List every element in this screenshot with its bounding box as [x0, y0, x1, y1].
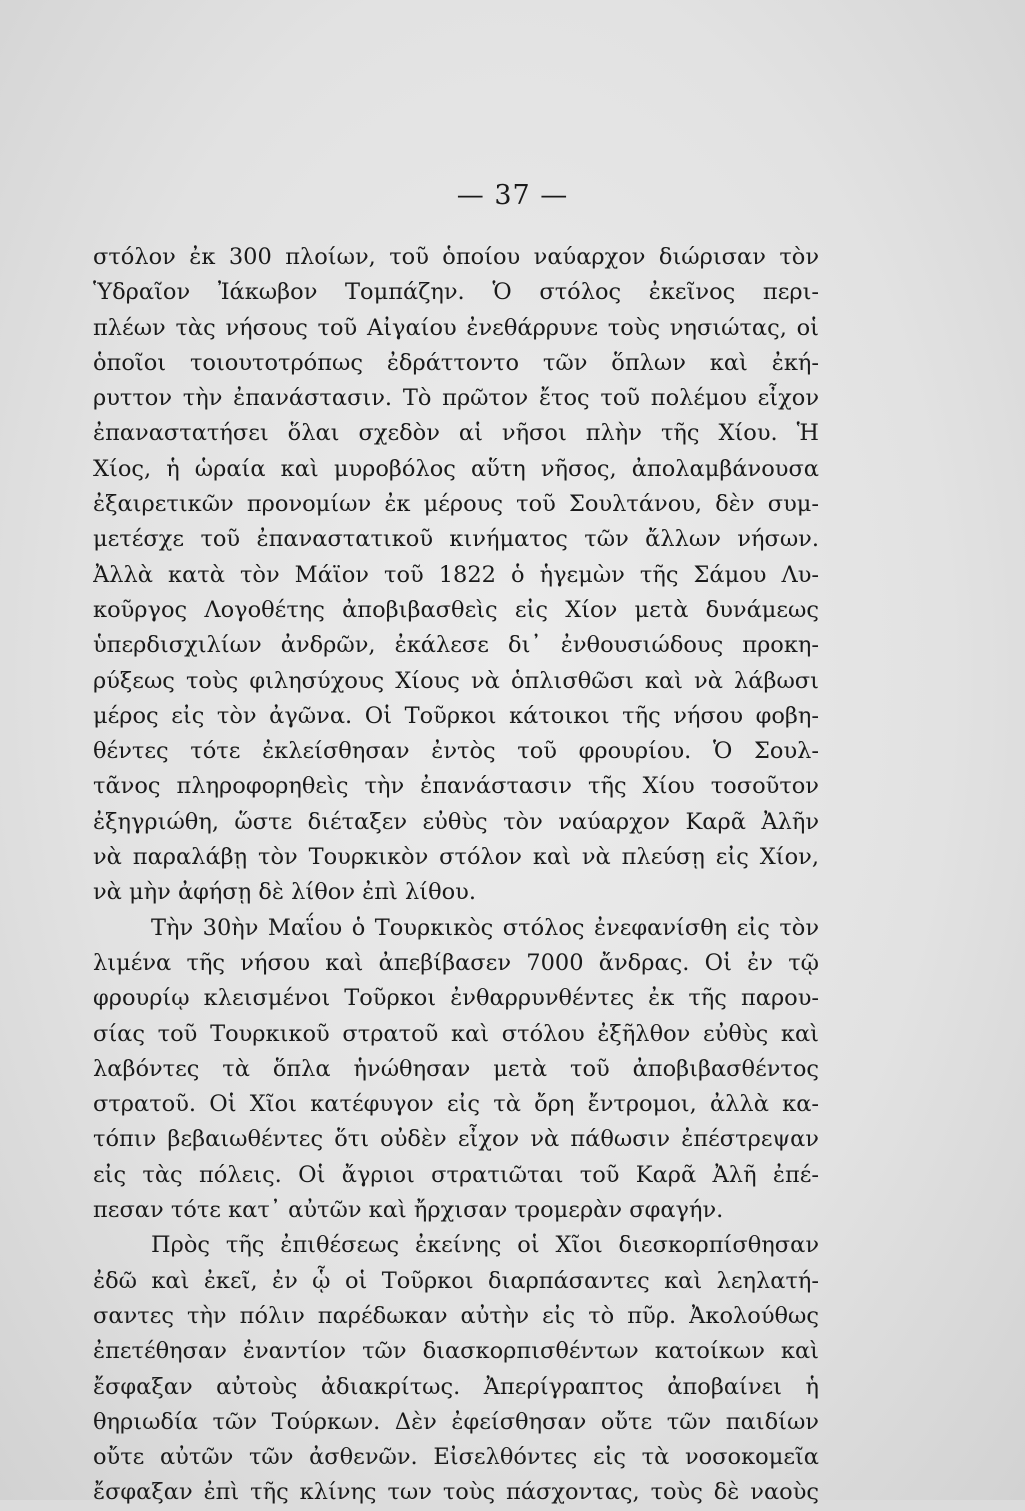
text-line: ἐδῶ καὶ ἐκεῖ, ἐν ᾧ οἱ Τοῦρκοι διαρπάσαντες καὶ λεηλατή-	[93, 1267, 819, 1294]
text-line: Τὴν 30ὴν Μαΐου ὁ Τουρκικὸς στόλος ἐνεφανίσθη εἰς τὸν	[151, 914, 819, 941]
text-line: εἰς τὰς πόλεις. Οἱ ἄγριοι στρατιῶται τοῦ Καρᾶ Ἀλῆ ἐπέ-	[93, 1161, 819, 1188]
text-line: σίας τοῦ Τουρκικοῦ στρατοῦ καὶ στόλου ἐξῆλθον εὐθὺς καὶ	[93, 1020, 819, 1047]
text-line: οὔτε αὐτῶν τῶν ἀσθενῶν. Εἰσελθόντες εἰς τὰ νοσοκομεῖα	[93, 1444, 819, 1471]
text-line: λιμένα τῆς νήσου καὶ ἀπεβίβασεν 7000 ἄνδρας. Οἱ ἐν τῷ	[93, 949, 819, 976]
text-line: Ὑδραῖον Ἰάκωβον Τομπάζην. Ὁ στόλος ἐκεῖνος περι-	[93, 279, 819, 306]
text-line: νὰ μὴν ἀφήσῃ δὲ λίθον ἐπὶ λίθου.	[93, 879, 476, 906]
text-line: σαντες τὴν πόλιν παρέδωκαν αὐτὴν εἰς τὸ πῦρ. Ἀκολούθως	[93, 1302, 819, 1329]
text-line: ἐξηγριώθη, ὥστε διέταξεν εὐθὺς τὸν ναύαρχον Καρᾶ Ἀλῆν	[93, 808, 819, 835]
text-line: ρύξεως τοὺς φιλησύχους Χίους νὰ ὁπλισθῶσι καὶ νὰ λάβωσι	[93, 667, 819, 694]
text-line: πεσαν τότε κατ᾽ αὐτῶν καὶ ἤρχισαν τρομερὰν σφαγήν.	[93, 1197, 724, 1224]
body-text	[93, 240, 819, 1511]
text-line: θηριωδία τῶν Τούρκων. Δὲν ἐφείσθησαν οὔτε τῶν παιδίων	[93, 1408, 819, 1435]
text-line: στρατοῦ. Οἱ Χῖοι κατέφυγον εἰς τὰ ὄρη ἔντρομοι, ἀλλὰ κα-	[93, 1091, 819, 1118]
text-line: τόπιν βεβαιωθέντες ὅτι οὐδὲν εἶχον νὰ πάθωσιν ἐπέστρεψαν	[93, 1126, 819, 1153]
text-line: ἔσφαξαν αὐτοὺς ἀδιακρίτως. Ἀπερίγραπτος ἀποβαίνει ἡ	[93, 1373, 819, 1400]
text-line: νὰ παραλάβῃ τὸν Τουρκικὸν στόλον καὶ νὰ πλεύσῃ εἰς Χίον,	[93, 844, 819, 871]
text-line: Χίος, ἡ ὡραία καὶ μυροβόλος αὕτη νῆσος, ἀπολαμβάνουσα	[93, 455, 819, 482]
page-number: — 37 —	[456, 180, 569, 211]
text-line: ἐπετέθησαν ἐναντίον τῶν διασκορπισθέντων κατοίκων καὶ	[93, 1338, 819, 1365]
text-line: Ἀλλὰ κατὰ τὸν Μάϊον τοῦ 1822 ὁ ἡγεμὼν τῆς Σάμου Λυ-	[93, 561, 819, 588]
text-line: μέρος εἰς τὸν ἀγῶνα. Οἱ Τοῦρκοι κάτοικοι τῆς νήσου φοβη-	[93, 702, 819, 729]
text-line: ὁποῖοι τοιουτοτρόπως ἐδράττοντο τῶν ὅπλων καὶ ἐκή-	[93, 349, 819, 376]
text-line: ἐξαιρετικῶν προνομίων ἐκ μέρους τοῦ Σουλτάνου, δὲν συμ-	[93, 491, 819, 518]
text-line: ρυττον τὴν ἐπανάστασιν. Τὸ πρῶτον ἔτος τοῦ πολέμου εἶχον	[93, 385, 819, 412]
text-line: ἔσφαξαν ἐπὶ τῆς κλίνης των τοὺς πάσχοντας, τοὺς δὲ ναοὺς	[93, 1479, 819, 1506]
text-line: ἐπαναστατήσει ὅλαι σχεδὸν αἱ νῆσοι πλὴν τῆς Χίου. Ἡ	[93, 420, 819, 447]
text-line: θέντες τότε ἐκλείσθησαν ἐντὸς τοῦ φρουρίου. Ὁ Σουλ-	[93, 738, 819, 765]
text-line: λαβόντες τὰ ὅπλα ἡνώθησαν μετὰ τοῦ ἀποβιβασθέντος	[93, 1055, 819, 1082]
text-line: ὑπερδισχιλίων ἀνδρῶν, ἐκάλεσε δι᾽ ἐνθουσιώδους προκη-	[93, 632, 819, 659]
text-line: φρουρίῳ κλεισμένοι Τοῦρκοι ἐνθαρρυνθέντες ἐκ τῆς παρου-	[93, 985, 819, 1012]
text-line: στόλον ἐκ 300 πλοίων, τοῦ ὁποίου ναύαρχον διώρισαν τὸν	[93, 244, 819, 270]
text-line: μετέσχε τοῦ ἐπαναστατικοῦ κινήματος τῶν ἄλλων νήσων.	[93, 526, 819, 553]
text-line: Πρὸς τῆς ἐπιθέσεως ἐκείνης οἱ Χῖοι διεσκορπίσθησαν	[151, 1232, 819, 1259]
text-line: κοῦργος Λογοθέτης ἀποβιβασθεὶς εἰς Χίον μετὰ δυνάμεως	[93, 596, 819, 623]
text-line: πλέων τὰς νήσους τοῦ Αἰγαίου ἐνεθάρρυνε τοὺς νησιώτας, οἱ	[93, 314, 819, 341]
text-line: τᾶνος πληροφορηθεὶς τὴν ἐπανάστασιν τῆς Χίου τοσοῦτον	[93, 773, 819, 800]
